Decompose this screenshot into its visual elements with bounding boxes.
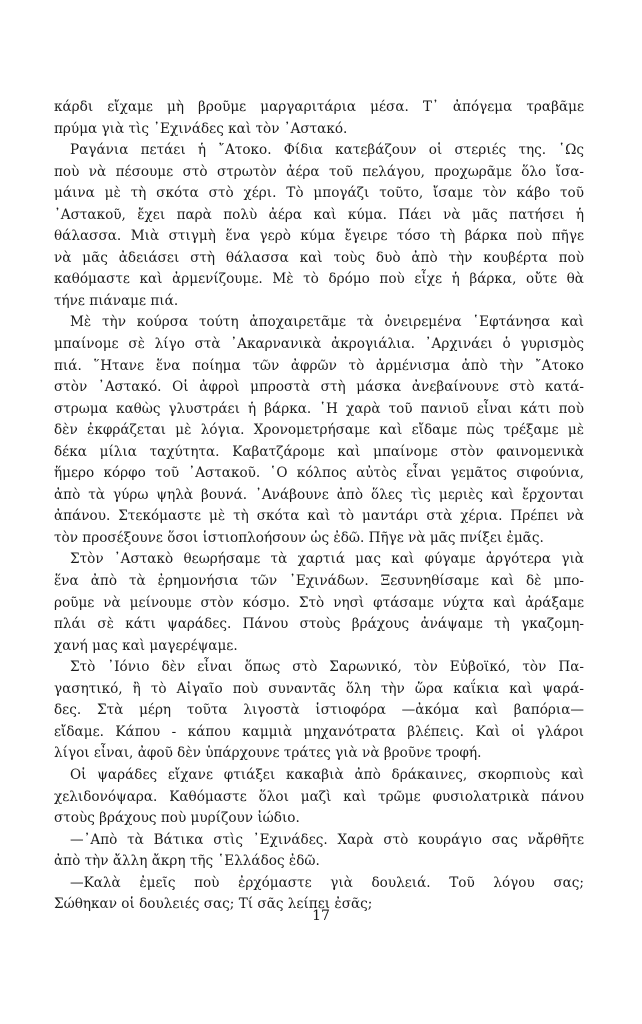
- text-line: εἴδαμε. Κάπου - κάπου καμμιὰ μηχανότρατα βλέπεις. Καὶ οἱ γλάροι: [54, 723, 584, 740]
- text-line: στὸν ᾽Αστακό. Οἱ ἀφροὶ μπροστὰ στὴ μάσκα ἀνεβαίνουνε στὸ κατά-: [54, 379, 584, 396]
- text-line: χελιδονόψαρα. Καθόμαστε ὅλοι μαζὶ καὶ τρῶμε φυσιολατρικὰ πάνου: [54, 788, 584, 805]
- text-line: Οἱ ψαράδες εἴχανε φτιάξει κακαβιὰ ἀπὸ δράκαινες, σκορπιοὺς καὶ: [70, 766, 584, 783]
- text-line: πιά. ῞Ητανε ἕνα ποίημα τῶν ἀφρῶν τὸ ἀρμένισμα ἀπὸ τὴν ῎Ατοκο: [54, 357, 584, 374]
- text-line: Στὸ ᾽Ιόνιο δὲν εἶναι ὅπως στὸ Σαρωνικό, τὸν Εὐβοϊκό, τὸν Πα-: [70, 659, 584, 676]
- text-line: πρύμα γιὰ τὶς ᾽Εχινάδες καὶ τὸν ᾽Αστακό.: [54, 120, 348, 137]
- page-number: 17: [312, 908, 330, 924]
- text-line: τὸν προσέξουνε ὅσοι ἱστιοπλοήσουν ὡς ἐδῶ. Πῆγε νὰ μᾶς πνίξει ἐμᾶς.: [54, 529, 544, 546]
- text-line: στρωμα καθὼς γλυστράει ἡ βάρκα. ῾Η χαρὰ τοῦ πανιοῦ εἶναι κάτι ποὺ: [54, 400, 584, 417]
- page-body: [54, 97, 584, 916]
- text-line: ἀπάνου. Στεκόμαστε μὲ τὴ σκότα καὶ τὸ μαντάρι στὰ χέρια. Πρέπει νὰ: [54, 508, 584, 525]
- text-line: ᾽Αστακοῦ, ἔχει παρὰ πολὺ ἀέρα καὶ κύμα. Πάει νὰ μᾶς πατήσει ἡ: [54, 206, 584, 223]
- text-line: ἕνα ἀπὸ τὰ ἐρημονήσια τῶν ᾽Εχινάδων. Ξεσυνηθίσαμε καὶ δὲ μπο-: [54, 573, 584, 590]
- text-line: μπαίνομε σὲ λίγο στὰ ᾽Ακαρνανικὰ ἀκρογιάλια. ᾽Αρχινάει ὁ γυρισμὸς: [54, 336, 584, 353]
- text-line: δες. Στὰ μέρη τοῦτα λιγοστὰ ἱστιοφόρα —ἀκόμα καὶ βαπόρια—: [54, 702, 584, 719]
- text-line: —᾽Απὸ τὰ Βάτικα στὶς ᾽Εχινάδες. Χαρὰ στὸ κουράγιο σας νἄρθῆτε: [70, 831, 584, 848]
- text-line: ἀπὸ τὴν ἄλλη ἄκρη τῆς ῾Ελλάδος ἐδῶ.: [54, 853, 320, 870]
- text-line: πλάι σὲ κάτι ψαράδες. Πάνου στοὺς βράχους ἀνάψαμε τὴ γκαζομη-: [54, 616, 584, 633]
- text-line: κάρδι εἴχαμε μὴ βροῦμε μαργαριτάρια μέσα. Τ᾽ ἀπόγεμα τραβᾶμε: [54, 99, 584, 115]
- text-line: Ραγάνια πετάει ἡ ῎Ατοκο. Φίδια κατεβάζουν οἱ στεριές της. ῾Ως: [70, 142, 584, 159]
- text-line: καθόμαστε καὶ ἀρμενίζουμε. Μὲ τὸ δρόμο ποὺ εἶχε ἡ βάρκα, οὔτε θὰ: [54, 271, 584, 288]
- text-line: ἥμερο κόρφο τοῦ ᾽Αστακοῦ. ῾Ο κόλπος αὐτὸς εἶναι γεμᾶτος σιφούνια,: [54, 465, 584, 482]
- text-line: νὰ μᾶς ἀδειάσει στὴ θάλασσα καὶ τοὺς δυὸ ἀπὸ τὴν κουβέρτα ποὺ: [54, 249, 584, 266]
- text-line: ἀπὸ τὰ γύρω ψηλὰ βουνά. ᾽Ανάβουνε ἀπὸ ὅλες τὶς μεριὲς καὶ ἔρχονται: [54, 486, 584, 503]
- text-line: χανή μας καὶ μαγερέψαμε.: [54, 637, 238, 654]
- text-line: δέκα μίλια ταχύτητα. Καβατζάρομε καὶ μπαίνομε στὸν φαινομενικὰ: [54, 443, 584, 460]
- text-line: δὲν ἐκφράζεται μὲ λόγια. Χρονομετρήσαμε καὶ εἴδαμε πὼς τρέξαμε μὲ: [54, 422, 584, 439]
- text-line: θάλασσα. Μιὰ στιγμὴ ἕνα γερὸ κύμα ἔγειρε τόσο τὴ βάρκα ποὺ πῆγε: [54, 228, 584, 245]
- text-line: —Καλὰ ἐμεῖς ποὺ ἐρχόμαστε γιὰ δουλειά. Τοῦ λόγου σας;: [70, 874, 584, 891]
- text-line: γασητικό, ἢ τὸ Αἰγαῖο ποὺ συναντᾶς ὅλη τὴν ὥρα καΐκια καὶ ψαρά-: [54, 680, 584, 697]
- text-line: στοὺς βράχους ποὺ μυρίζουν ἰώδιο.: [54, 810, 300, 827]
- text-line: μάινα μὲ τὴ σκότα στὸ χέρι. Τὸ μπογάζι τοῦτο, ἴσαμε τὸν κάβο τοῦ: [54, 185, 584, 202]
- text-line: τήνε πιάναμε πιά.: [54, 292, 179, 309]
- text-line: λίγοι εἶναι, ἀφοῦ δὲν ὑπάρχουνε τράτες γιὰ νὰ βροῦνε τροφή.: [54, 745, 482, 762]
- text-line: Στὸν ᾽Αστακὸ θεωρήσαμε τὰ χαρτιά μας καὶ φύγαμε ἀργότερα γιὰ: [70, 551, 584, 568]
- text-line: ροῦμε νὰ μείνουμε στὸν κόσμο. Στὸ νησὶ φτάσαμε νύχτα καὶ ἀράξαμε: [54, 594, 584, 611]
- text-line: Σώθηκαν οἱ δουλειές σας; Τί σᾶς λείπει ἐσᾶς;: [54, 896, 373, 913]
- text-line: Μὲ τὴν κούρσα τούτη ἀποχαιρετᾶμε τὰ ὀνειρεμένα ῾Εφτάνησα καὶ: [70, 314, 584, 331]
- text-line: ποὺ νὰ πέσουμε στὸ στρωτὸν ἀέρα τοῦ πελάγου, προχωρᾶμε ὅλο ἴσα-: [54, 163, 584, 180]
